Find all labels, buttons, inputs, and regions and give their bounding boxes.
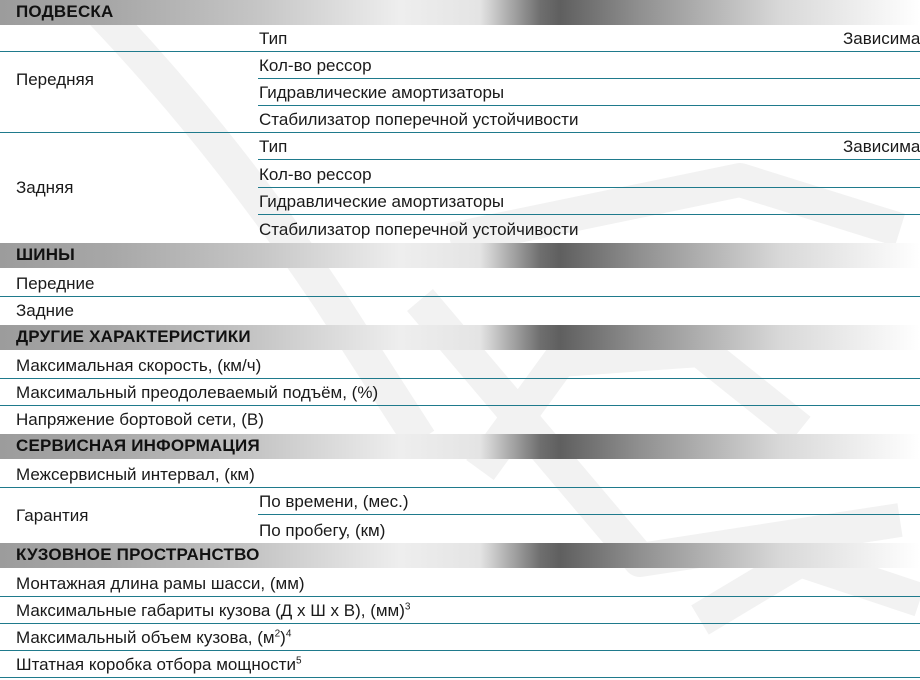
table-row [258, 162, 920, 188]
row-label [16, 601, 410, 621]
exponent: 2 [274, 628, 281, 640]
row-label: Максимальная скорость, (км/ч) [16, 356, 262, 375]
table-row [0, 598, 920, 624]
table-row [258, 80, 920, 106]
section-header-service [0, 434, 920, 459]
section-title: ДРУГИЕ ХАРАКТЕРИСТИКИ [16, 327, 251, 346]
table-row [258, 134, 920, 160]
table-row [0, 462, 920, 488]
row-sublabel: Стабилизатор поперечной устойчивости [259, 110, 579, 129]
section-header-other [0, 325, 920, 350]
row-label: Передние [16, 274, 95, 293]
table-row [0, 353, 920, 379]
section-header-body [0, 543, 920, 568]
row-label: Задняя [16, 178, 74, 197]
row-label: Гарантия [16, 506, 89, 525]
row-sublabel: По пробегу, (км) [259, 521, 386, 540]
table-row [0, 652, 920, 678]
section-title: КУЗОВНОЕ ПРОСТРАНСТВО [16, 545, 260, 564]
table-row [258, 516, 920, 542]
row-sublabel: Кол-во рессор [259, 165, 372, 184]
table-row [258, 216, 920, 242]
section-title: ШИНЫ [16, 245, 76, 264]
table-row [0, 298, 920, 324]
row-label: Монтажная длина рамы шасси, (мм) [16, 574, 305, 593]
row-label: Межсервисный интервал, (км) [16, 465, 255, 484]
table-row [0, 625, 920, 651]
row-label [16, 628, 291, 648]
row-label [16, 655, 302, 675]
table-row [258, 489, 920, 515]
row-label: Передняя [16, 70, 94, 89]
label-text: Максимальный объем кузова, (м [16, 628, 275, 647]
table-row [0, 571, 920, 597]
row-sublabel: Гидравлические амортизаторы [259, 83, 505, 102]
row-label: Задние [16, 301, 74, 320]
row-sublabel: Стабилизатор поперечной устойчивости [259, 220, 579, 239]
table-row [0, 380, 920, 406]
row-sublabel: Кол-во рессор [259, 56, 372, 75]
label-text: Штатная коробка отбора мощности [16, 655, 296, 674]
label-text: ) [280, 628, 286, 647]
section-header-tires [0, 243, 920, 268]
table-row [258, 53, 920, 79]
row-sublabel: Гидравлические амортизаторы [259, 192, 505, 211]
section-header-suspension [0, 0, 920, 25]
row-sublabel: По времени, (мес.) [259, 492, 409, 511]
row-sublabel: Тип [259, 137, 288, 156]
section-title: ПОДВЕСКА [16, 2, 114, 21]
table-row [0, 271, 920, 297]
label-text: Максимальные габариты кузова (Д х Ш х В), (мм) [16, 601, 405, 620]
row-value: Зависима [843, 137, 920, 156]
table-row [0, 407, 920, 433]
footnote-ref: 4 [285, 628, 292, 640]
table-row [0, 107, 920, 133]
row-sublabel: Тип [259, 29, 288, 48]
row-label: Напряжение бортовой сети, (В) [16, 410, 264, 429]
table-row [258, 189, 920, 215]
row-label: Максимальный преодолеваемый подъём, (%) [16, 383, 379, 402]
row-value: Зависима [843, 29, 920, 48]
footnote-ref: 5 [295, 655, 302, 667]
section-title: СЕРВИСНАЯ ИНФОРМАЦИЯ [16, 436, 260, 455]
footnote-ref: 3 [404, 601, 411, 613]
table-row [0, 26, 920, 52]
